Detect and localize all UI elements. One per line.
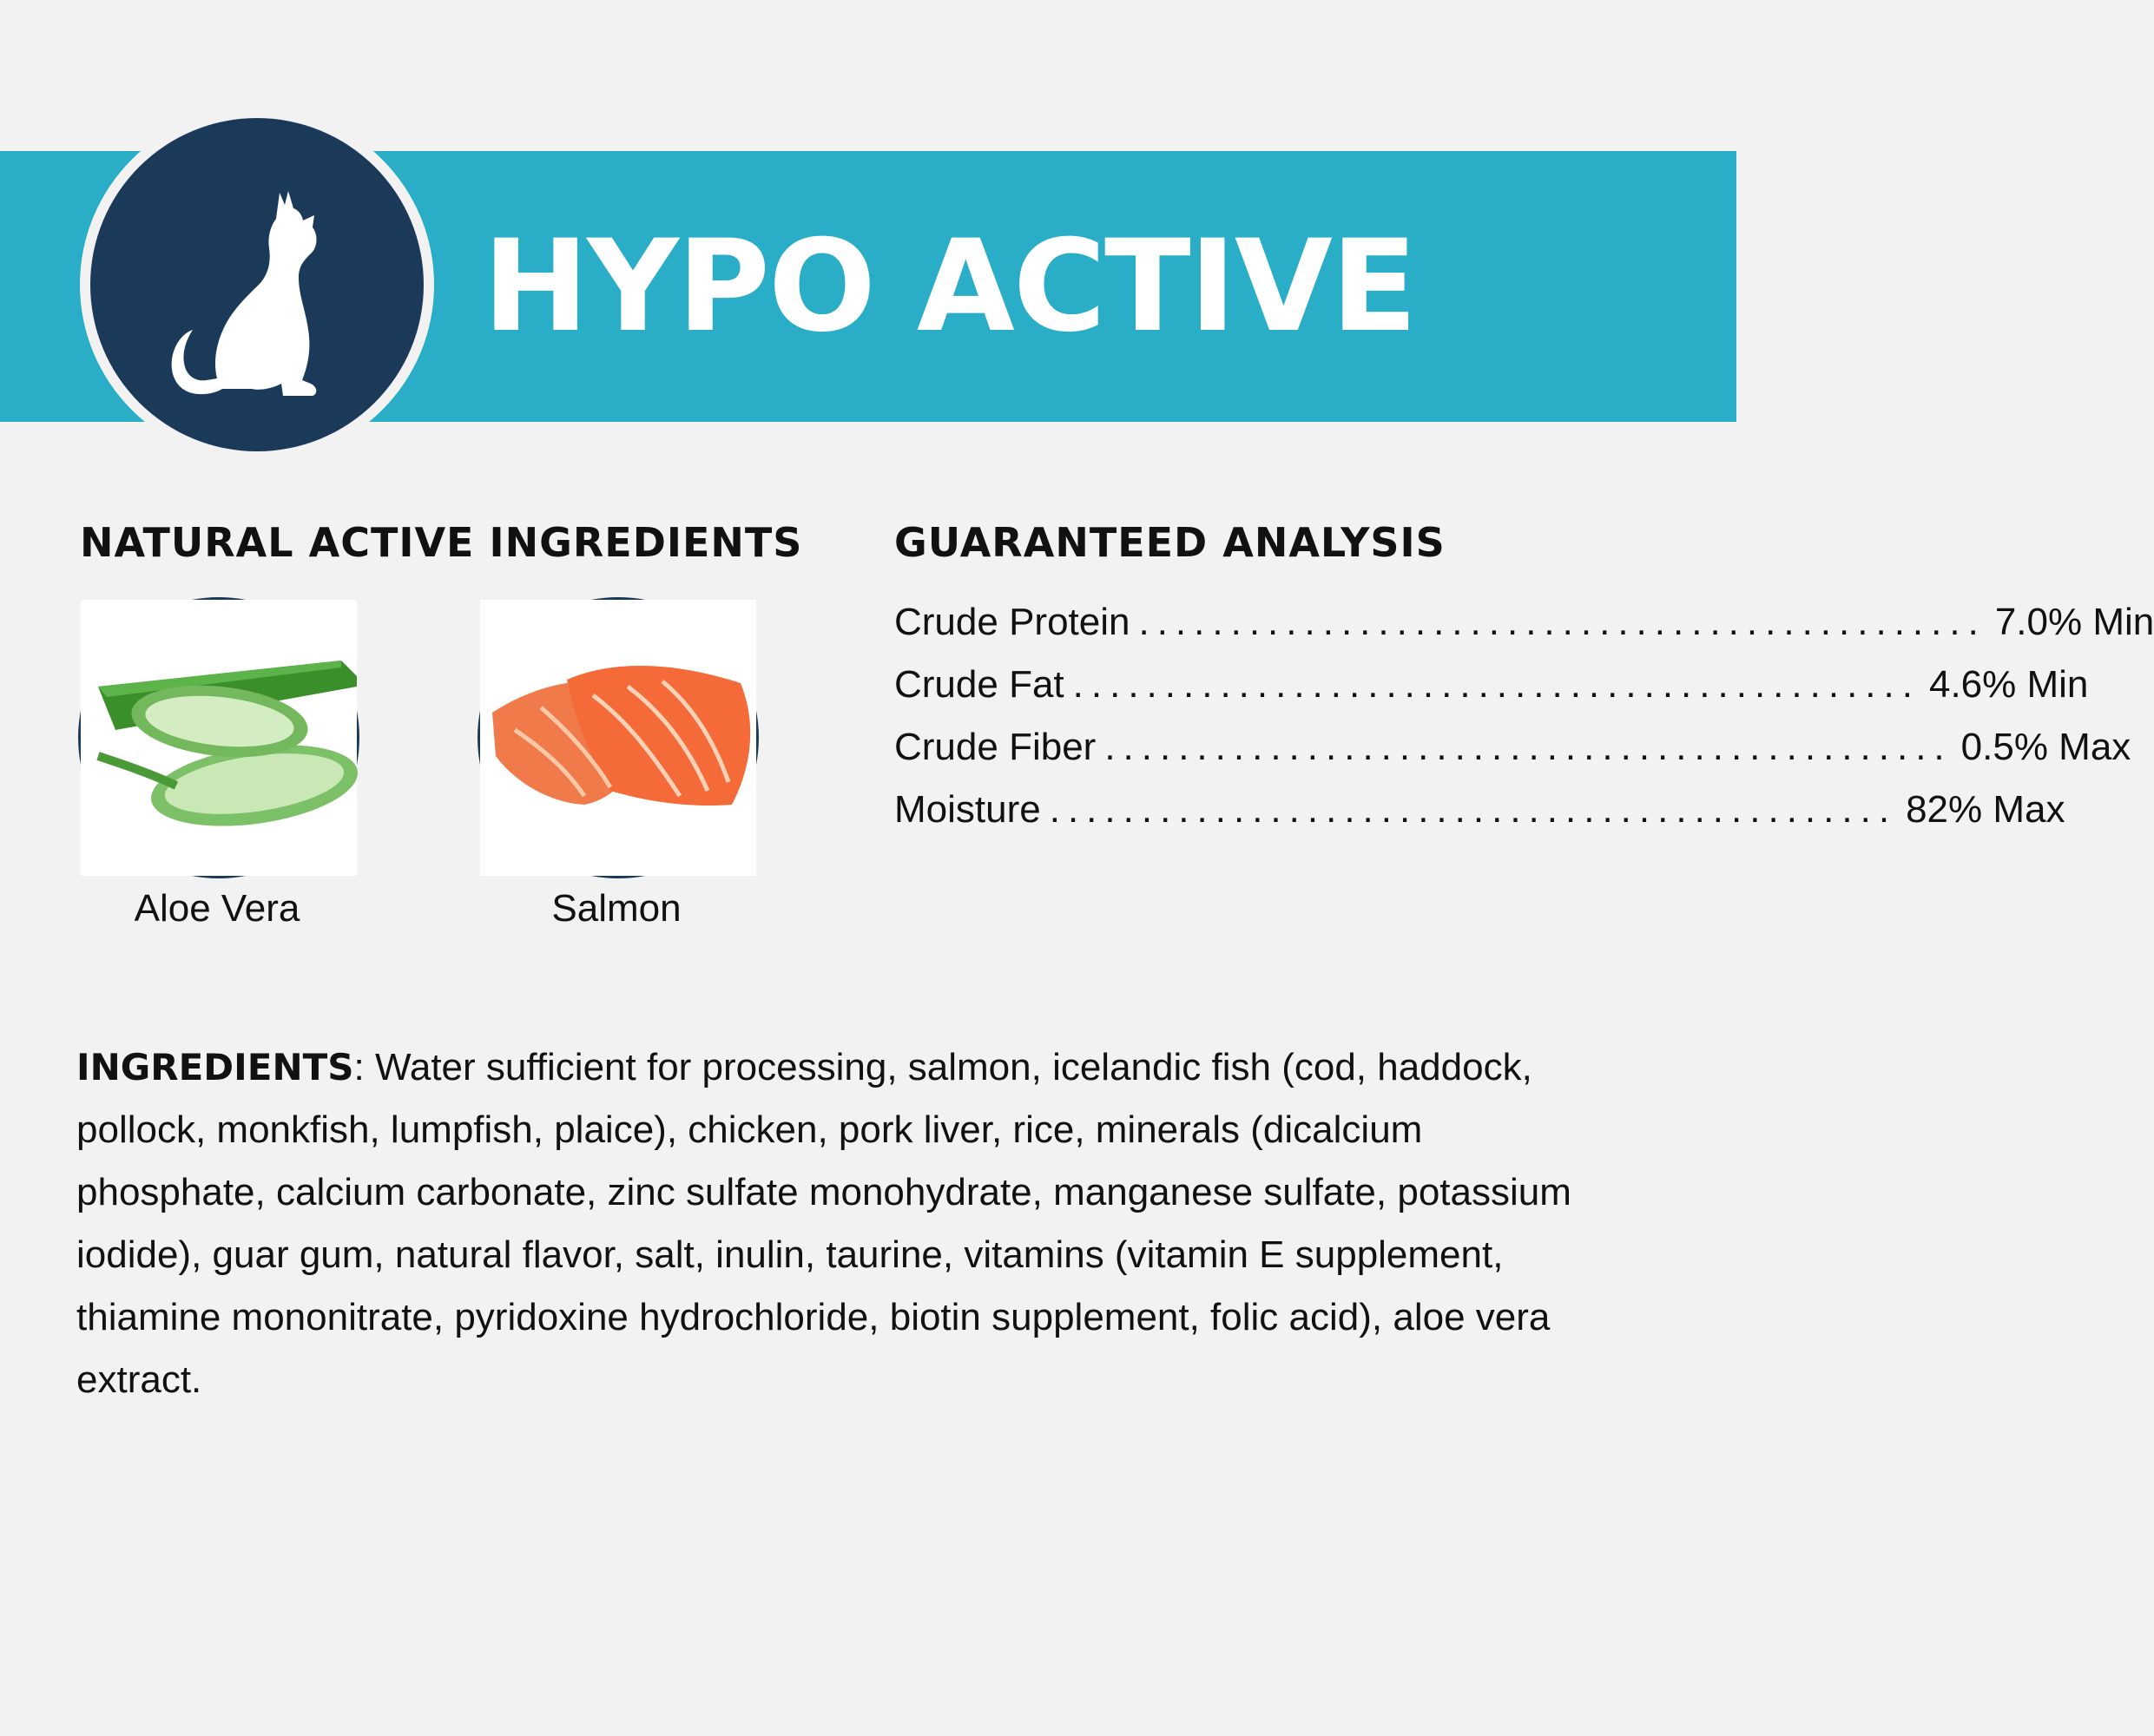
analysis-name: Crude Protein <box>894 601 1130 643</box>
analysis-value: 4.6% Min <box>1928 663 2089 706</box>
ingredients-paragraph <box>76 1036 1587 1411</box>
product-title: HYPO ACTIVE <box>483 213 1416 360</box>
analysis-name: Moisture <box>894 788 1041 831</box>
dot-leader: .............................................. <box>1049 788 1898 831</box>
cat-badge <box>80 108 434 462</box>
cat-badge-inner <box>90 118 424 451</box>
ingredient-label-salmon: Salmon <box>551 887 682 930</box>
guaranteed-analysis-table <box>894 601 2154 851</box>
analysis-value: 82% Max <box>1906 788 2065 831</box>
dot-leader: .............................................. <box>1104 726 1953 768</box>
cat-silhouette-icon <box>90 118 424 451</box>
analysis-value: 0.5% Max <box>1960 726 2131 768</box>
salmon-fillet-image <box>478 597 759 878</box>
dot-leader: .............................................. <box>1138 601 1986 643</box>
analysis-name: Crude Fiber <box>894 726 1097 768</box>
dot-leader: .............................................. <box>1072 663 1920 706</box>
natural-active-ingredients-heading: NATURAL ACTIVE INGREDIENTS <box>80 519 803 566</box>
ingredients-list: : Water sufficient for processing, salmon, icelandic fish (cod, haddock, pollock, monkfish, lumpfish, plaice), chicken, pork liver, rice, minerals (dicalcium phosphate, calcium carbonate, zinc sulfate monohydrate, manganese sulfate, potassium iodide), guar gum, natural flavor, salt, inulin, taurine, vitamins (vitamin E supplement, thiamine mononitrate, pyridoxine hydrochloride, biotin supplement, folic acid), aloe vera extract. <box>76 1046 1571 1401</box>
analysis-row <box>894 601 2154 663</box>
aloe-vera-image <box>78 597 359 878</box>
analysis-name: Crude Fat <box>894 663 1064 706</box>
ingredient-label-aloe-vera: Aloe Vera <box>134 887 300 930</box>
analysis-row <box>894 788 2065 851</box>
guaranteed-analysis-heading: GUARANTEED ANALYSIS <box>894 519 1446 566</box>
analysis-value: 7.0% Min <box>1994 601 2154 643</box>
analysis-row <box>894 726 2131 788</box>
ingredients-lead: INGREDIENTS <box>76 1046 354 1088</box>
analysis-row <box>894 663 2089 726</box>
